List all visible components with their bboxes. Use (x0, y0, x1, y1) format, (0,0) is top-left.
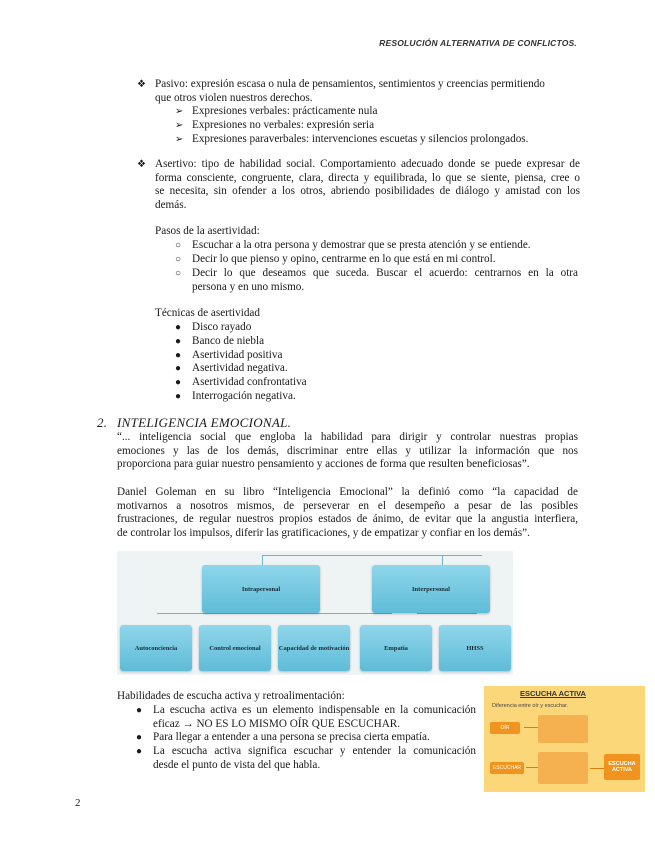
circle-bullet-icon: ○ (175, 240, 182, 251)
asertivo-line: Asertivo: tipo de habilidad social. Comportamiento adecuado donde se puede expresar de (155, 158, 580, 170)
pasos-title: Pasos de la asertividad: (155, 225, 260, 237)
quote-line: emociones y las de los demás, discriminar entre ellas y utilizar la información que nos (117, 444, 578, 457)
pasos-item: Escuchar a la otra persona y demostrar que se presta atención y se entiende. (192, 239, 531, 251)
escucha-activa-image (484, 686, 645, 792)
asertivo-paragraph (155, 158, 580, 212)
habilidad-line: Para llegar a entender a una persona se precisa cierta empatía. (153, 731, 430, 743)
habilidad-item (153, 704, 476, 731)
arrow-bullet-icon: ➢ (175, 106, 184, 117)
page-header: RESOLUCIÓN ALTERNATIVA DE CONFLICTOS. (379, 38, 577, 48)
escucha-image-subtitle: Diferencia entre oír y escuchar. (492, 703, 569, 709)
section-number: 2. (97, 415, 108, 430)
dot-bullet-icon: ● (175, 350, 182, 361)
dot-bullet-icon: ● (175, 322, 182, 333)
escucha-image-detail-box (538, 752, 588, 784)
pasivo-paragraph (155, 78, 580, 105)
arrow-bullet-icon: ➢ (175, 134, 184, 145)
arrow-icon (590, 768, 604, 769)
emotional-intelligence-diagram (117, 551, 513, 675)
quote-line: proporciona para guiar nuestro pensamiento y acciones de forma que resulten beneficiosas”. (117, 458, 530, 471)
tecnica-item: Disco rayado (192, 321, 252, 333)
diagram-node-empatia: Empatía (360, 625, 432, 671)
diagram-node-hhss: HHSS (439, 625, 511, 671)
asertivo-line: demás. (155, 198, 187, 211)
connector-line (262, 555, 482, 556)
diagram-node-autoconciencia: Autoconciencia (120, 625, 192, 671)
page-number: 2 (75, 797, 81, 809)
diagram-node-interpersonal: Interpersonal (372, 565, 490, 613)
pasivo-line: que otros violen nuestros derechos. (155, 91, 313, 104)
goleman-paragraph (117, 486, 578, 540)
habilidad-item (153, 745, 476, 772)
tecnica-item: Interrogación negativa. (192, 390, 296, 402)
quote-line: “... inteligencia social que engloba la habilidad para dirigir y controlar nuestras propias (117, 431, 578, 443)
diagram-node-intrapersonal: Intrapersonal (202, 565, 320, 613)
escucha-image-title: ESCUCHA ACTIVA (520, 689, 586, 698)
arrow-bullet-icon: ➢ (175, 120, 184, 131)
diamond-bullet-icon: ❖ (137, 79, 146, 90)
tecnica-item: Asertividad negativa. (192, 362, 288, 374)
dot-bullet-icon: ● (175, 391, 182, 402)
dot-bullet-icon: ● (136, 705, 143, 716)
section-title: INTELIGENCIA EMOCIONAL. (117, 415, 292, 430)
habilidad-line: eficaz → NO ES LO MISMO OÍR QUE ESCUCHAR. (153, 717, 401, 730)
connector-line (157, 613, 392, 614)
habilidad-line: desde el punto de vista del que habla. (153, 758, 321, 771)
dot-bullet-icon: ● (175, 336, 182, 347)
escucha-image-escuchar: ESCUCHAR (490, 762, 524, 774)
arrow-icon (526, 767, 538, 768)
pasivo-item: Expresiones verbales: prácticamente nula (192, 105, 378, 117)
pasos-item: Decir lo que deseamos que suceda. Buscar el acuerdo: centrarnos en la otra (192, 267, 578, 279)
arrow-icon (524, 727, 538, 728)
escucha-image-oir: OÍR (490, 722, 520, 734)
circle-bullet-icon: ○ (175, 254, 182, 265)
goleman-line: frustraciones, de regular nuestros propios estados de ánimo, de evitar que la angustia interfiera, (117, 513, 578, 526)
tecnica-item: Asertividad confrontativa (192, 376, 307, 388)
habilidad-line: La escucha activa significa escuchar y entender la comunicación (153, 745, 476, 757)
escucha-image-result: ESCUCHA ACTIVA (604, 754, 640, 780)
habilidad-line: La escucha activa es un elemento indispensable en la comunicación (153, 704, 476, 716)
diagram-node-control-emocional: Control emocional (199, 625, 271, 671)
habilidad-item (153, 731, 476, 745)
escucha-image-detail-box (538, 715, 588, 743)
pasos-item: Decir lo que pienso y opino, centrarme en lo que está en mi control. (192, 253, 496, 265)
goleman-line: de controlar los impulsos, diferir las gratificaciones, y de empatizar y confiar en los demás”. (117, 526, 530, 539)
dot-bullet-icon: ● (175, 363, 182, 374)
pasivo-item: Expresiones paraverbales: intervenciones escuetas y silencios prolongados. (192, 133, 529, 145)
goleman-line: motivarnos a nosotros mismos, de perseverar en el desempeño a pesar de las posibles (117, 499, 578, 512)
tecnicas-title: Técnicas de asertividad (155, 307, 260, 319)
dot-bullet-icon: ● (136, 732, 143, 743)
habilidades-title: Habilidades de escucha activa y retroalimentación: (117, 690, 345, 702)
pasivo-item: Expresiones no verbales: expresión seria (192, 119, 375, 131)
pasivo-line: Pasivo: expresión escasa o nula de pensamientos, sentimientos y creencias permitiendo (155, 78, 545, 90)
dot-bullet-icon: ● (136, 746, 143, 757)
tecnica-item: Banco de niebla (192, 335, 265, 347)
circle-bullet-icon: ○ (175, 268, 182, 279)
asertivo-line: se necesita, sin ofender a los otros, abriendo posibilidades de diálogo y amistad con los (155, 185, 580, 198)
connector-line (417, 613, 477, 614)
asertivo-line: forma consciente, congruente, clara, directa y equilibrada, lo que se siente, piensa, cree o (155, 171, 580, 184)
quote-paragraph (117, 431, 578, 472)
goleman-line: Daniel Goleman en su libro “Inteligencia Emocional” la definió como “la capacidad de (117, 486, 578, 498)
diamond-bullet-icon: ❖ (137, 159, 146, 170)
dot-bullet-icon: ● (175, 377, 182, 388)
pasos-item-continued: persona y en uno mismo. (192, 281, 305, 293)
tecnica-item: Asertividad positiva (192, 349, 283, 361)
diagram-node-capacidad-motivacion: Capacidad de motivación (278, 625, 350, 671)
